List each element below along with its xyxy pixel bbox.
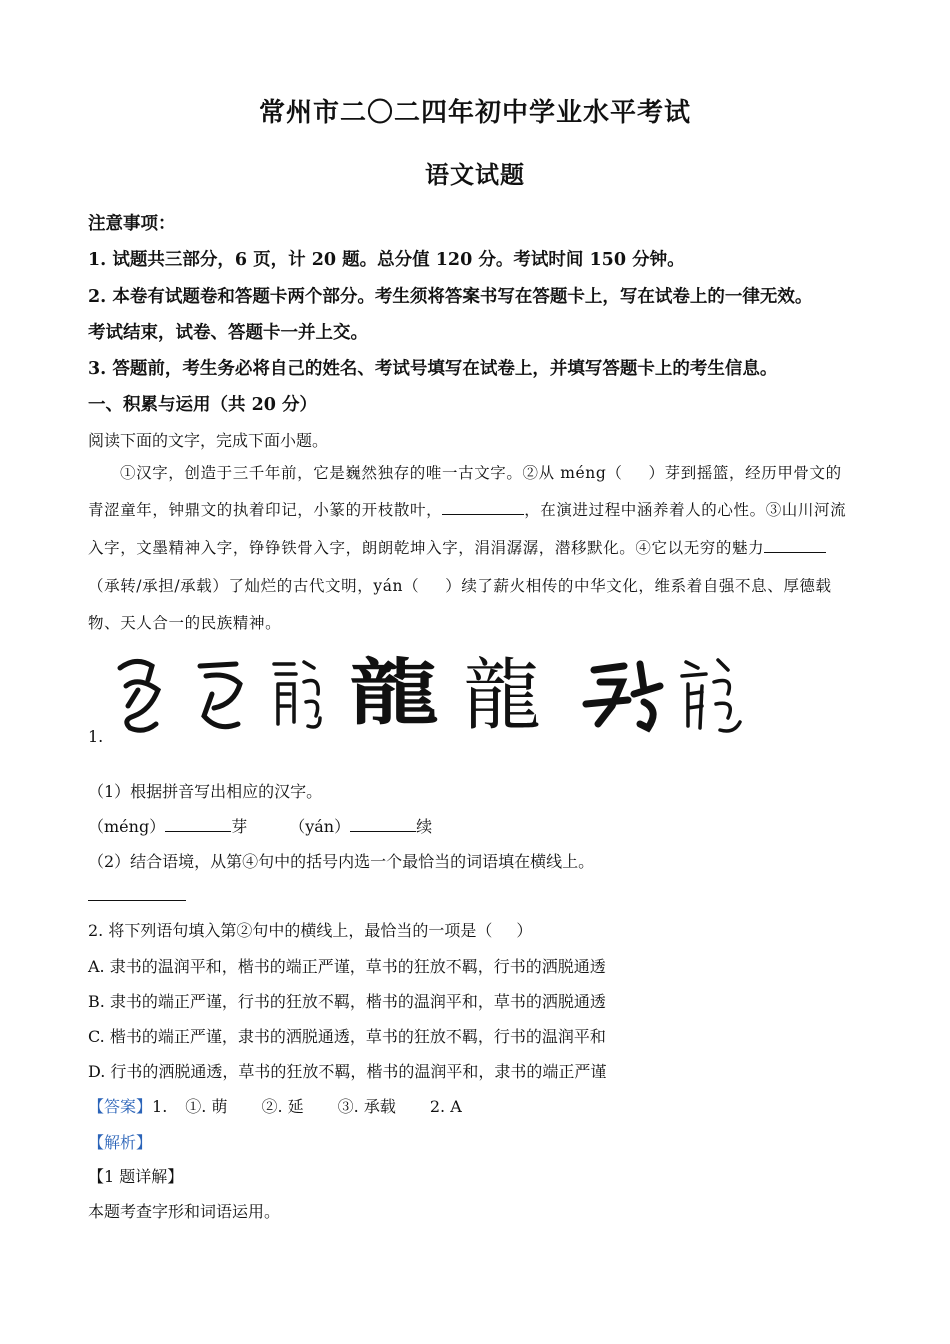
passage-text: ）芽到摇篮，经历甲骨文的 xyxy=(648,464,842,482)
page-title: 常州市二〇二四年初中学业水平考试 xyxy=(258,98,691,128)
pinyin-fill-row xyxy=(88,814,432,837)
notice-item-1: 1. 试题共三部分，6 页，计 20 题。总分值 120 分。考试时间 150 分钟。 xyxy=(88,250,685,270)
section-instruction: 阅读下面的文字，完成下面小题。 xyxy=(88,431,329,450)
answer-1-2: ②. 延 xyxy=(261,1097,304,1116)
passage-text: ①汉字，创造于三千年前，它是巍然独存的唯一古文字。②从 méng（ xyxy=(120,464,623,482)
yan-suffix: 续 xyxy=(416,817,433,836)
answer-row xyxy=(88,1094,462,1117)
passage-line-5: 物、天人合一的民族精神。 xyxy=(88,614,282,632)
passage-line-4 xyxy=(88,574,832,596)
answer-blank xyxy=(764,538,826,553)
calligraphy-regular: 龍 xyxy=(462,651,542,741)
meng-label: （méng） xyxy=(88,817,166,836)
analysis-label: 【解析】 xyxy=(88,1133,153,1152)
passage-text: ，在演进过程中涵养着人的心性。③山川河流 xyxy=(524,501,847,519)
page-subtitle: 语文试题 xyxy=(425,160,525,189)
notice-item-2: 2. 本卷有试题卷和答题卡两个部分。考生须将答案书写在答题卡上，写在试卷上的一律无效。 xyxy=(88,287,813,307)
passage-line-1 xyxy=(120,461,842,483)
calligraphy-clerical: 龍 xyxy=(349,651,439,736)
passage-line-3 xyxy=(88,536,826,558)
calligraphy-seal xyxy=(274,662,320,727)
answer-q1-number: 1. xyxy=(152,1097,168,1116)
yan-label: （yán） xyxy=(289,817,351,836)
question-2-stem xyxy=(88,918,532,941)
question-1-part-1: （1）根据拼音写出相应的汉字。 xyxy=(88,782,323,801)
answer-1-1: ①. 萌 xyxy=(185,1097,228,1116)
answer-label: 【答案】 xyxy=(88,1097,153,1116)
section-heading: 一、积累与运用（共 20 分） xyxy=(88,395,318,415)
calligraphy-oracle-bone xyxy=(120,661,158,730)
passage-text: （承转/承担/承载）了灿烂的古代文明，yán（ xyxy=(88,577,420,595)
option-a: A. 隶书的温润平和，楷书的端正严谨，草书的狂放不羁，行书的洒脱通透 xyxy=(88,957,606,976)
option-d: D. 行书的洒脱通透，草书的狂放不羁，楷书的温润平和，隶书的端正严谨 xyxy=(88,1062,607,1081)
question-2-stem-text: 2. 将下列语句填入第②句中的横线上，最恰当的一项是（ xyxy=(88,921,493,940)
passage-text: 入字，文墨精神入字，铮铮铁骨入字，朗朗乾坤入字，涓涓潺潺，潜移默化。④它以无穷的魅力 xyxy=(88,539,765,557)
answer-1-3: ③. 承载 xyxy=(337,1097,396,1116)
calligraphy-cursive xyxy=(586,664,660,728)
calligraphy-running xyxy=(682,660,740,731)
calligraphy-dragon-image xyxy=(108,646,758,742)
option-c: C. 楷书的端正严谨，隶书的洒脱通透，草书的狂放不羁，行书的温润平和 xyxy=(88,1027,606,1046)
answer-blank-line xyxy=(88,900,186,901)
answer-blank xyxy=(442,500,524,515)
passage-text: ）续了薪火相传的中华文化，维系着自强不息、厚德载 xyxy=(445,577,832,595)
analysis-text: 本题考查字形和词语运用。 xyxy=(88,1202,281,1221)
notice-heading: 注意事项： xyxy=(88,214,176,234)
answer-q2: 2. A xyxy=(429,1097,462,1116)
option-b: B. 隶书的端正严谨，行书的狂放不羁，楷书的温润平和，草书的洒脱通透 xyxy=(88,992,606,1011)
analysis-detail-label: 【1 题详解】 xyxy=(88,1167,184,1186)
question-1-part-2: （2）结合语境，从第④句中的括号内选一个最恰当的词语填在横线上。 xyxy=(88,852,595,871)
answer-blank xyxy=(350,817,416,832)
notice-item-3: 3. 答题前，考生务必将自己的姓名、考试号填写在试卷上，并填写答题卡上的考生信息。 xyxy=(88,359,778,379)
meng-suffix: 芽 xyxy=(231,817,248,836)
passage-line-2 xyxy=(88,498,846,520)
question-1-number: 1. xyxy=(88,727,104,746)
question-2-stem-close: ） xyxy=(516,921,533,940)
passage-text: 青涩童年，钟鼎文的执着印记，小篆的开枝散叶， xyxy=(88,501,443,519)
answer-blank xyxy=(165,817,231,832)
notice-item-2-cont: 考试结束，试卷、答题卡一并上交。 xyxy=(88,323,368,343)
calligraphy-bronze xyxy=(200,664,240,727)
